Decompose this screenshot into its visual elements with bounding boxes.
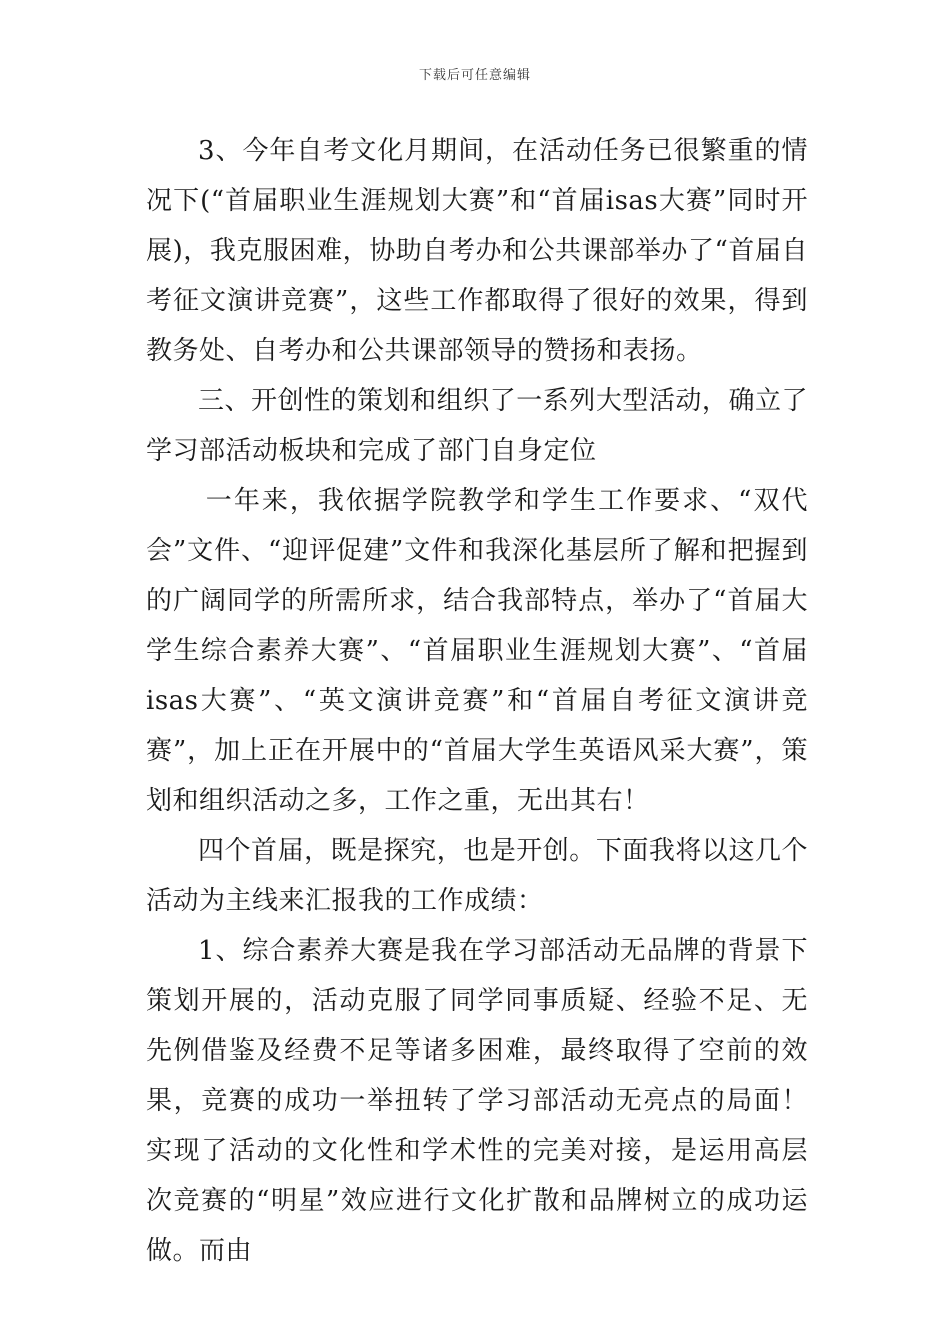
page-header-note: 下载后可任意编辑 (418, 68, 531, 83)
paragraph-four-firsts: 四个首届，既是探究，也是开创。下面我将以这几个活动为主线来汇报我的工作成绩： (146, 836, 808, 916)
paragraph-item-3: 3、今年自考文化月期间，在活动任务已很繁重的情况下(“首届职业生涯规划大赛”和“首届isas大赛”同时开展)，我克服困难，协助自考办和公共课部举办了“首届自考征文演讲竞赛”，这些工作都取得了很好的效果，得到教务处、自考办和公共课部领导的赞扬和表扬。 (146, 136, 808, 366)
paragraph-year-summary: 一年来，我依据学院教学和学生工作要求、“双代会”文件、“迎评促建”文件和我深化基层所了解和把握到的广阔同学的所需所求，结合我部特点，举办了“首届大学生综合素养大赛”、“首届职业生涯规划大赛”、“首届isas大赛”、“英文演讲竞赛”和“首届自考征文演讲竞赛”，加上正在开展中的“首届大学生英语风采大赛”，策划和组织活动之多，工作之重，无出其右！ (146, 486, 808, 816)
document-body (146, 126, 808, 1276)
section-heading-three: 三、开创性的策划和组织了一系列大型活动，确立了学习部活动板块和完成了部门自身定位 (146, 386, 808, 466)
paragraph-item-1: 1、综合素养大赛是我在学习部活动无品牌的背景下策划开展的，活动克服了同学同事质疑、经验不足、无先例借鉴及经费不足等诸多困难，最终取得了空前的效果，竞赛的成功一举扭转了学习部活动无亮点的局面！实现了活动的文化性和学术性的完美对接，是运用高层次竞赛的“明星”效应进行文化扩散和品牌树立的成功运做。而由 (146, 936, 808, 1266)
